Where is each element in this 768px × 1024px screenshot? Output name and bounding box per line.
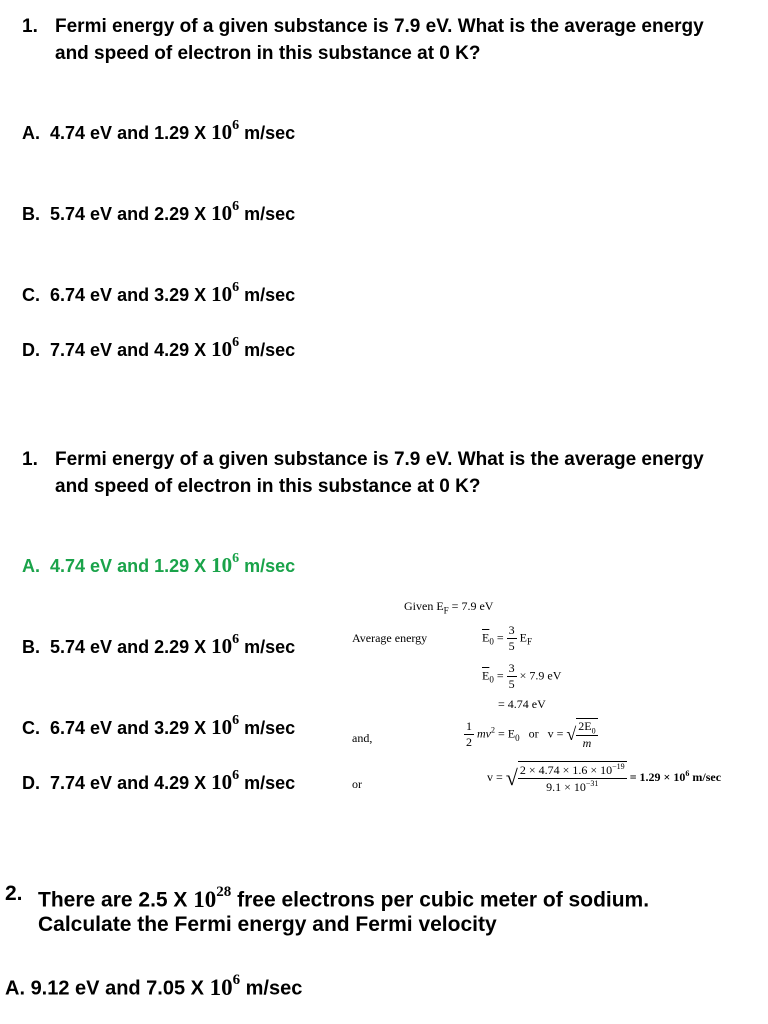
solution-and-label: and, — [352, 731, 373, 745]
option-unit: m/sec — [244, 718, 296, 738]
option-d — [22, 337, 295, 362]
solution-or-label: or — [352, 777, 362, 791]
power-of-ten: $10^6$ — [211, 199, 240, 225]
solution-kinetic-energy: $\frac{1}{2}$ $mv^2 = E_0$ or v = √ $\frac{2E_0}{m}$ — [466, 719, 596, 751]
solution-given: Given $E_F = 7.9$ eV — [404, 599, 494, 616]
option-a — [22, 120, 295, 145]
answer-option-b — [22, 634, 295, 659]
option-text: 4.74 eV and 1.29 X — [50, 123, 207, 143]
option-letter: C. — [22, 718, 40, 738]
option-letter: B. — [22, 204, 40, 224]
power-of-ten: $10^6$ — [211, 280, 240, 306]
option-text: 6.74 eV and 3.29 X — [50, 285, 207, 305]
question-2-option-a — [5, 974, 302, 1001]
answer-question-text-line2: and speed of electron in this substance at 0 K? — [55, 476, 481, 497]
option-b — [22, 201, 295, 226]
question-1-number: 1. — [22, 16, 38, 37]
option-unit: m/sec — [244, 773, 296, 793]
option-text: 4.74 eV and 1.29 X — [50, 556, 207, 576]
question-2-number: 2. — [5, 882, 23, 905]
option-text: 7.74 eV and 4.29 X — [50, 340, 207, 360]
power-of-ten: $10^6$ — [211, 335, 240, 361]
solution-eq3: = 4.74 eV — [498, 697, 546, 711]
option-unit: m/sec — [245, 977, 303, 1000]
option-text: 7.74 eV and 4.29 X — [50, 773, 207, 793]
option-text: 5.74 eV and 2.29 X — [50, 637, 207, 657]
option-unit: m/sec — [244, 556, 296, 576]
answer-question-number: 1. — [22, 449, 38, 470]
power-of-ten: $10^{28}$ — [193, 884, 232, 912]
question-1-text-line2: and speed of electron in this substance at 0 K? — [55, 43, 481, 64]
option-c — [22, 282, 295, 307]
solution-velocity: v = √ $\frac{2 \times 4.74 \times 1.6 \times 10^{-19}}{9.1 \times 10^{-31}}$ = $1.29 \times 10^6$ m/sec — [487, 762, 722, 794]
power-of-ten: $10^6$ — [211, 713, 240, 739]
power-of-ten: $10^6$ — [211, 768, 240, 794]
option-unit: m/sec — [244, 637, 296, 657]
power-of-ten: $10^6$ — [209, 972, 241, 1000]
option-unit: m/sec — [244, 204, 296, 224]
option-unit: m/sec — [244, 123, 296, 143]
option-unit: m/sec — [244, 340, 296, 360]
question-2-text-line1: There are 2.5 X $10^{28}$ free electrons per cubic meter of sodium. — [38, 884, 650, 912]
answer-option-a-correct — [22, 553, 295, 578]
option-letter: A. — [22, 556, 40, 576]
option-letter: A. — [5, 977, 25, 1000]
answer-question-text-line1: Fermi energy of a given substance is 7.9 eV. What is the average energy — [55, 449, 704, 470]
power-of-ten: $10^6$ — [211, 118, 240, 144]
power-of-ten: $10^6$ — [211, 551, 240, 577]
option-letter: D. — [22, 340, 40, 360]
question-2-text-line2: Calculate the Fermi energy and Fermi velocity — [38, 913, 497, 936]
option-text: 9.12 eV and 7.05 X — [30, 977, 204, 1000]
option-letter: C. — [22, 285, 40, 305]
option-letter: B. — [22, 637, 40, 657]
answer-option-d — [22, 770, 295, 795]
solution-average-energy-label: Average energy — [352, 631, 428, 645]
answer-option-c — [22, 715, 295, 740]
option-unit: m/sec — [244, 285, 296, 305]
option-letter: A. — [22, 123, 40, 143]
solution-eq2: $\overline{E}_0$ = $\frac{3}{5}$ × 7.9 eV — [482, 661, 562, 691]
option-text: 6.74 eV and 3.29 X — [50, 718, 207, 738]
solution-eq1: $\overline{E}_0$ = $\frac{3}{5}$ $E_F$ — [482, 623, 532, 653]
option-letter: D. — [22, 773, 40, 793]
option-text: 5.74 eV and 2.29 X — [50, 204, 207, 224]
question-1-text-line1: Fermi energy of a given substance is 7.9 eV. What is the average energy — [55, 16, 704, 37]
power-of-ten: $10^6$ — [211, 632, 240, 658]
